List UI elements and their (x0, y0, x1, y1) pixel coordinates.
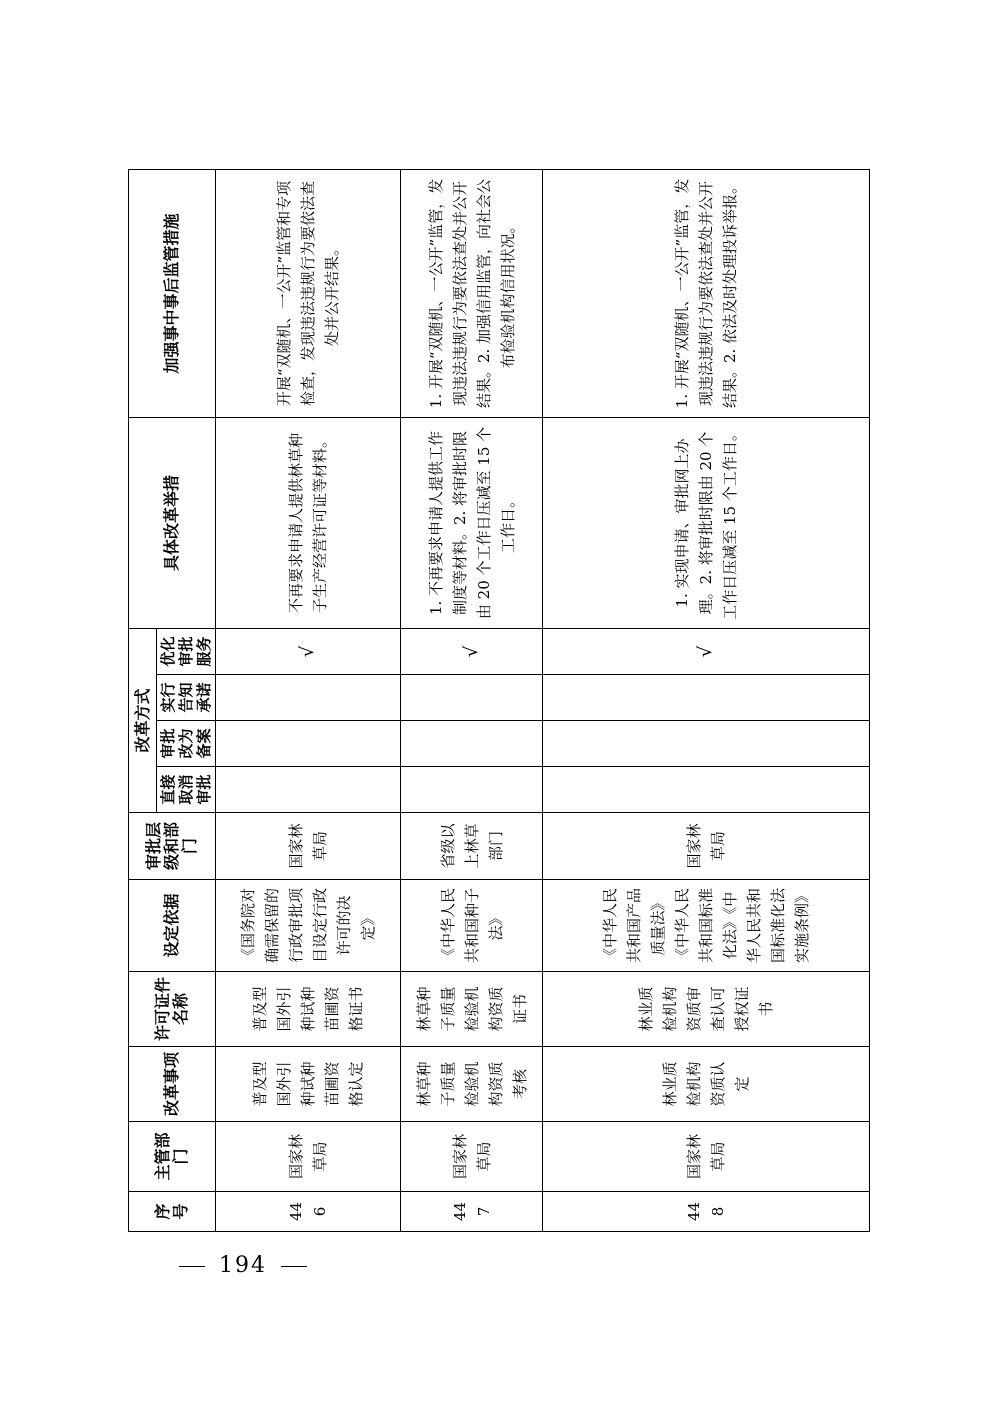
header-cert: 许可证件名称 (129, 972, 216, 1047)
cell-supervision: 开展“双随机、一公开”监管和专项检查，发现违法违规行为要依法查处并公开结果。 (216, 169, 401, 417)
cell-method-optimize: √ (216, 628, 401, 674)
cell-method-cancel (543, 767, 870, 813)
cell-dept: 国家林草局 (543, 1122, 870, 1192)
cell-method-cancel (401, 767, 543, 813)
cell-supervision: 1. 开展“双随机、一公开”监管，发现违法违规行为要依法查处并公开结果。2. 依法及时处理投诉举报。 (543, 169, 870, 417)
cell-seq: 448 (543, 1192, 870, 1232)
header-supervision: 加强事中事后监管措施 (129, 169, 216, 417)
header-seq: 序号 (129, 1192, 216, 1232)
header-method-cancel: 直接取消审批 (157, 767, 216, 813)
cell-method-filing (543, 721, 870, 767)
cell-dept: 国家林草局 (216, 1122, 401, 1192)
cell-method-notify (543, 675, 870, 721)
header-measures: 具体改革举措 (129, 417, 216, 628)
page-number: 194 (219, 1253, 267, 1278)
cell-level: 国家林草局 (216, 813, 401, 880)
cell-method-filing (401, 721, 543, 767)
header-method-notify: 实行告知承诺 (157, 675, 216, 721)
cell-supervision: 1. 开展“双随机、一公开”监管，发现违法违规行为要依法查处并公开结果。2. 加强信用监管，向社会公布检验机构信用状况。 (401, 169, 543, 417)
cell-level: 国家林草局 (543, 813, 870, 880)
table-row (401, 169, 543, 1231)
cell-measures: 1. 实现申请、审批网上办理。2. 将审批时限由 20 个工作日压减至 15 个工作日。 (543, 417, 870, 628)
cell-method-optimize: √ (401, 628, 543, 674)
cell-item: 林草种子质量检验机构资质考核 (401, 1047, 543, 1122)
cell-cert: 普及型国外引种试种苗圃资格证书 (216, 972, 401, 1047)
cell-method-optimize: √ (543, 628, 870, 674)
cell-measures: 不再要求申请人提供林草种子生产经营许可证等材料。 (216, 417, 401, 628)
cell-basis: 《中华人民共和国种子法》 (401, 880, 543, 972)
cell-method-filing (216, 721, 401, 767)
header-method: 改革方式 (129, 628, 157, 812)
cell-cert: 林草种子质量检验机构资质证书 (401, 972, 543, 1047)
table-row (216, 169, 401, 1231)
cell-basis: 《国务院对确需保留的行政审批项目设定行政许可的决定》 (216, 880, 401, 972)
cell-method-cancel (216, 767, 401, 813)
cell-basis: 《中华人民共和国产品质量法》《中华人民共和国标准化法》《中华人民共和国标准化法实施条例》 (543, 880, 870, 972)
cell-item: 普及型国外引种试种苗圃资格认定 (216, 1047, 401, 1122)
rotated-table-frame (128, 170, 864, 1232)
header-level: 审批层级和部门 (129, 813, 216, 880)
cell-level: 省级以上林草部门 (401, 813, 543, 880)
header-dept: 主管部门 (129, 1122, 216, 1192)
header-basis: 设定依据 (129, 880, 216, 972)
header-method-filing: 审批改为备案 (157, 721, 216, 767)
cell-item: 林业质检机构资质认定 (543, 1047, 870, 1122)
cell-method-notify (216, 675, 401, 721)
header-method-optimize: 优化审批服务 (157, 628, 216, 674)
table-row (543, 169, 870, 1231)
cell-seq: 447 (401, 1192, 543, 1232)
header-item: 改革事项 (129, 1047, 216, 1122)
page-footer (165, 1253, 321, 1278)
cell-cert: 林业质检机构资质审查认可授权证书 (543, 972, 870, 1047)
footer-dash-left (179, 1266, 205, 1267)
footer-dash-right (281, 1266, 307, 1267)
cell-method-notify (401, 675, 543, 721)
cell-measures: 1. 不再要求申请人提供工作制度等材料。2. 将审批时限由 20 个工作日压减至 15 个工作日。 (401, 417, 543, 628)
reform-table (128, 169, 870, 1232)
cell-seq: 446 (216, 1192, 401, 1232)
cell-dept: 国家林草局 (401, 1122, 543, 1192)
